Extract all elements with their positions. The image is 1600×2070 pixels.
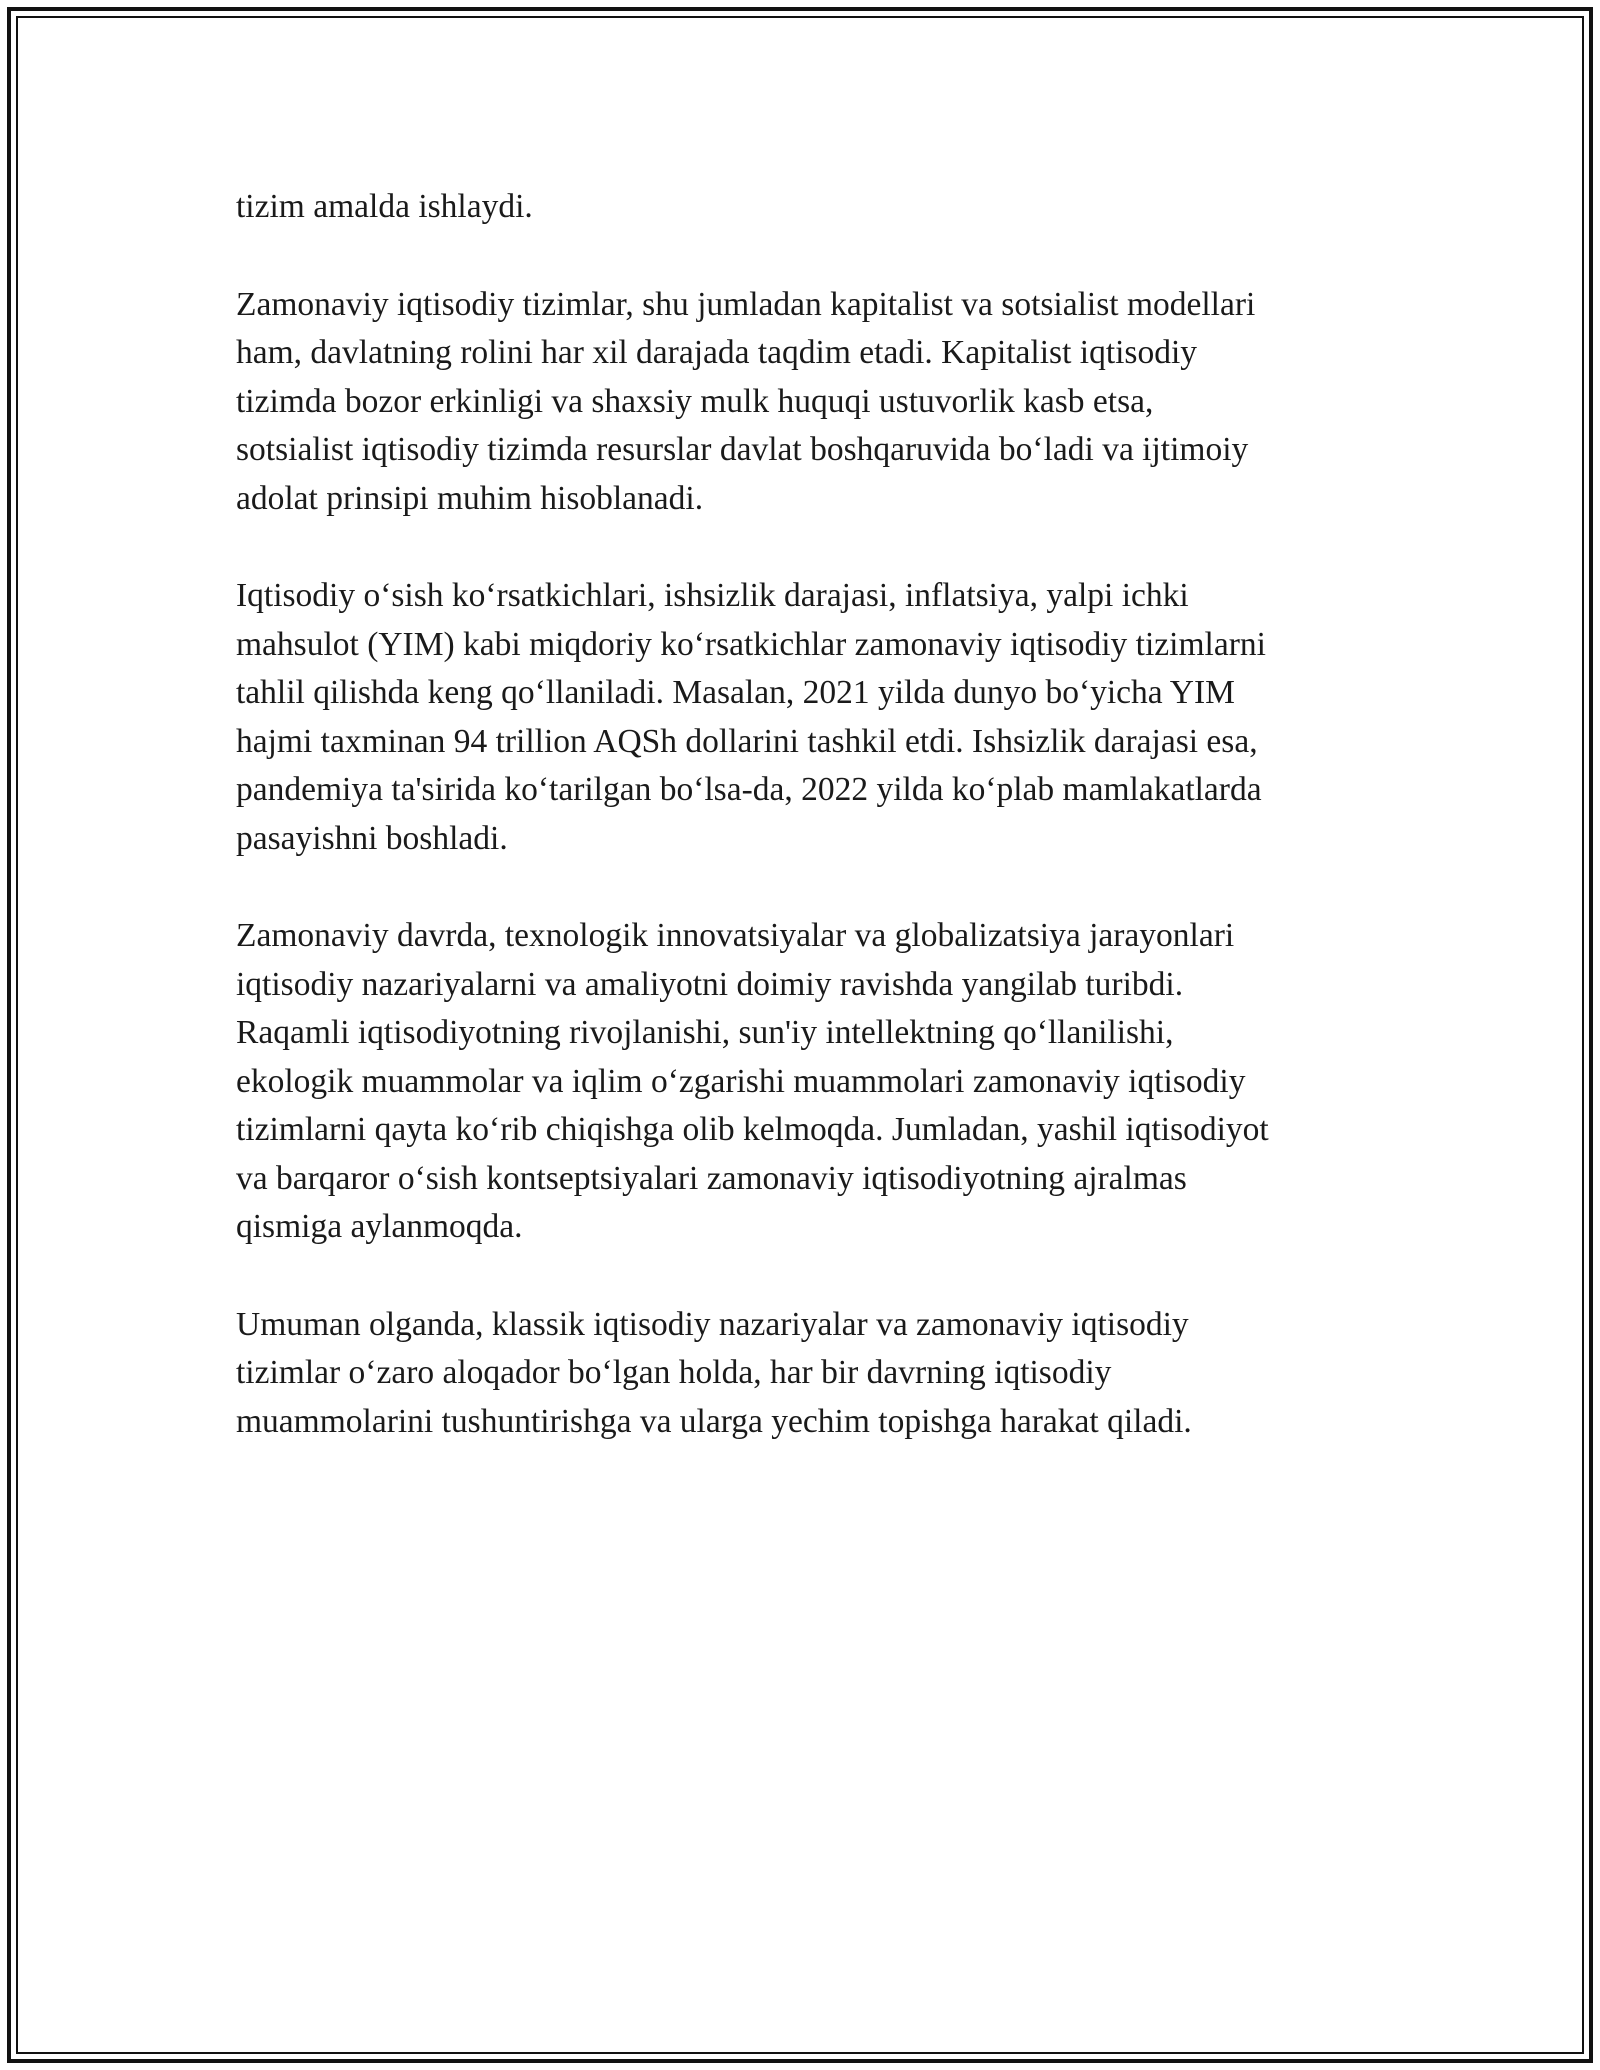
paragraph-2: Zamonaviy iqtisodiy tizimlar, shu jumladan kapitalist va sotsialist modellari ham, davlatning rolini har xil darajada taqdim etadi. Kapitalist iqtisodiy tizimda bozor erkinligi va shaxsiy mulk huquqi ustuvorlik kasb etsa, sotsialist iqtisodiy tizimda resurslar davlat boshqaruvida bo‘ladi va ijtimoiy adolat prinsipi muhim hisoblanadi.: [236, 285, 1256, 517]
paragraph-1: tizim amalda ishlaydi.: [236, 188, 533, 225]
paragraph-4: Zamonaviy davrda, texnologik innovatsiyalar va globalizatsiya jarayonlari iqtisodiy nazariyalarni va amaliyotni doimiy ravishda yangilab turibdi. Raqamli iqtisodiyotning rivojlanishi, sun'iy intellektning qo‘llanilishi, ekologik muammolar va iqlim o‘zgarishi muammolari zamonaviy iqtisodiy tizimlarni qayta ko‘rib chiqishga olib kelmoqda. Jumladan, yashil iqtisodiyot va barqaror o‘sish kontseptsiyalari zamonaviy iqtisodiyotning ajralmas qismiga aylanmoqda.: [236, 917, 1269, 1245]
document-body: [236, 183, 1386, 1495]
paragraph-3: Iqtisodiy o‘sish ko‘rsatkichlari, ishsizlik darajasi, inflatsiya, yalpi ichki mahsulot (YIM) kabi miqdoriy ko‘rsatkichlar zamonaviy iqtisodiy tizimlarni tahlil qilishda keng qo‘llaniladi. Masalan, 2021 yilda dunyo bo‘yicha YIM hajmi taxminan 94 trillion AQSh dollarini tashkil etdi. Ishsizlik darajasi esa, pandemiya ta'sirida ko‘tarilgan bo‘lsa-da, 2022 yilda ko‘plab mamlakatlarda pasayishni boshladi.: [236, 577, 1266, 857]
paragraph-5: Umuman olganda, klassik iqtisodiy nazariyalar va zamonaviy iqtisodiy tizimlar o‘zaro aloqador bo‘lgan holda, har bir davrning iqtisodiy muammolarini tushuntirishga va ularga yechim topishga harakat qiladi.: [236, 1305, 1192, 1440]
